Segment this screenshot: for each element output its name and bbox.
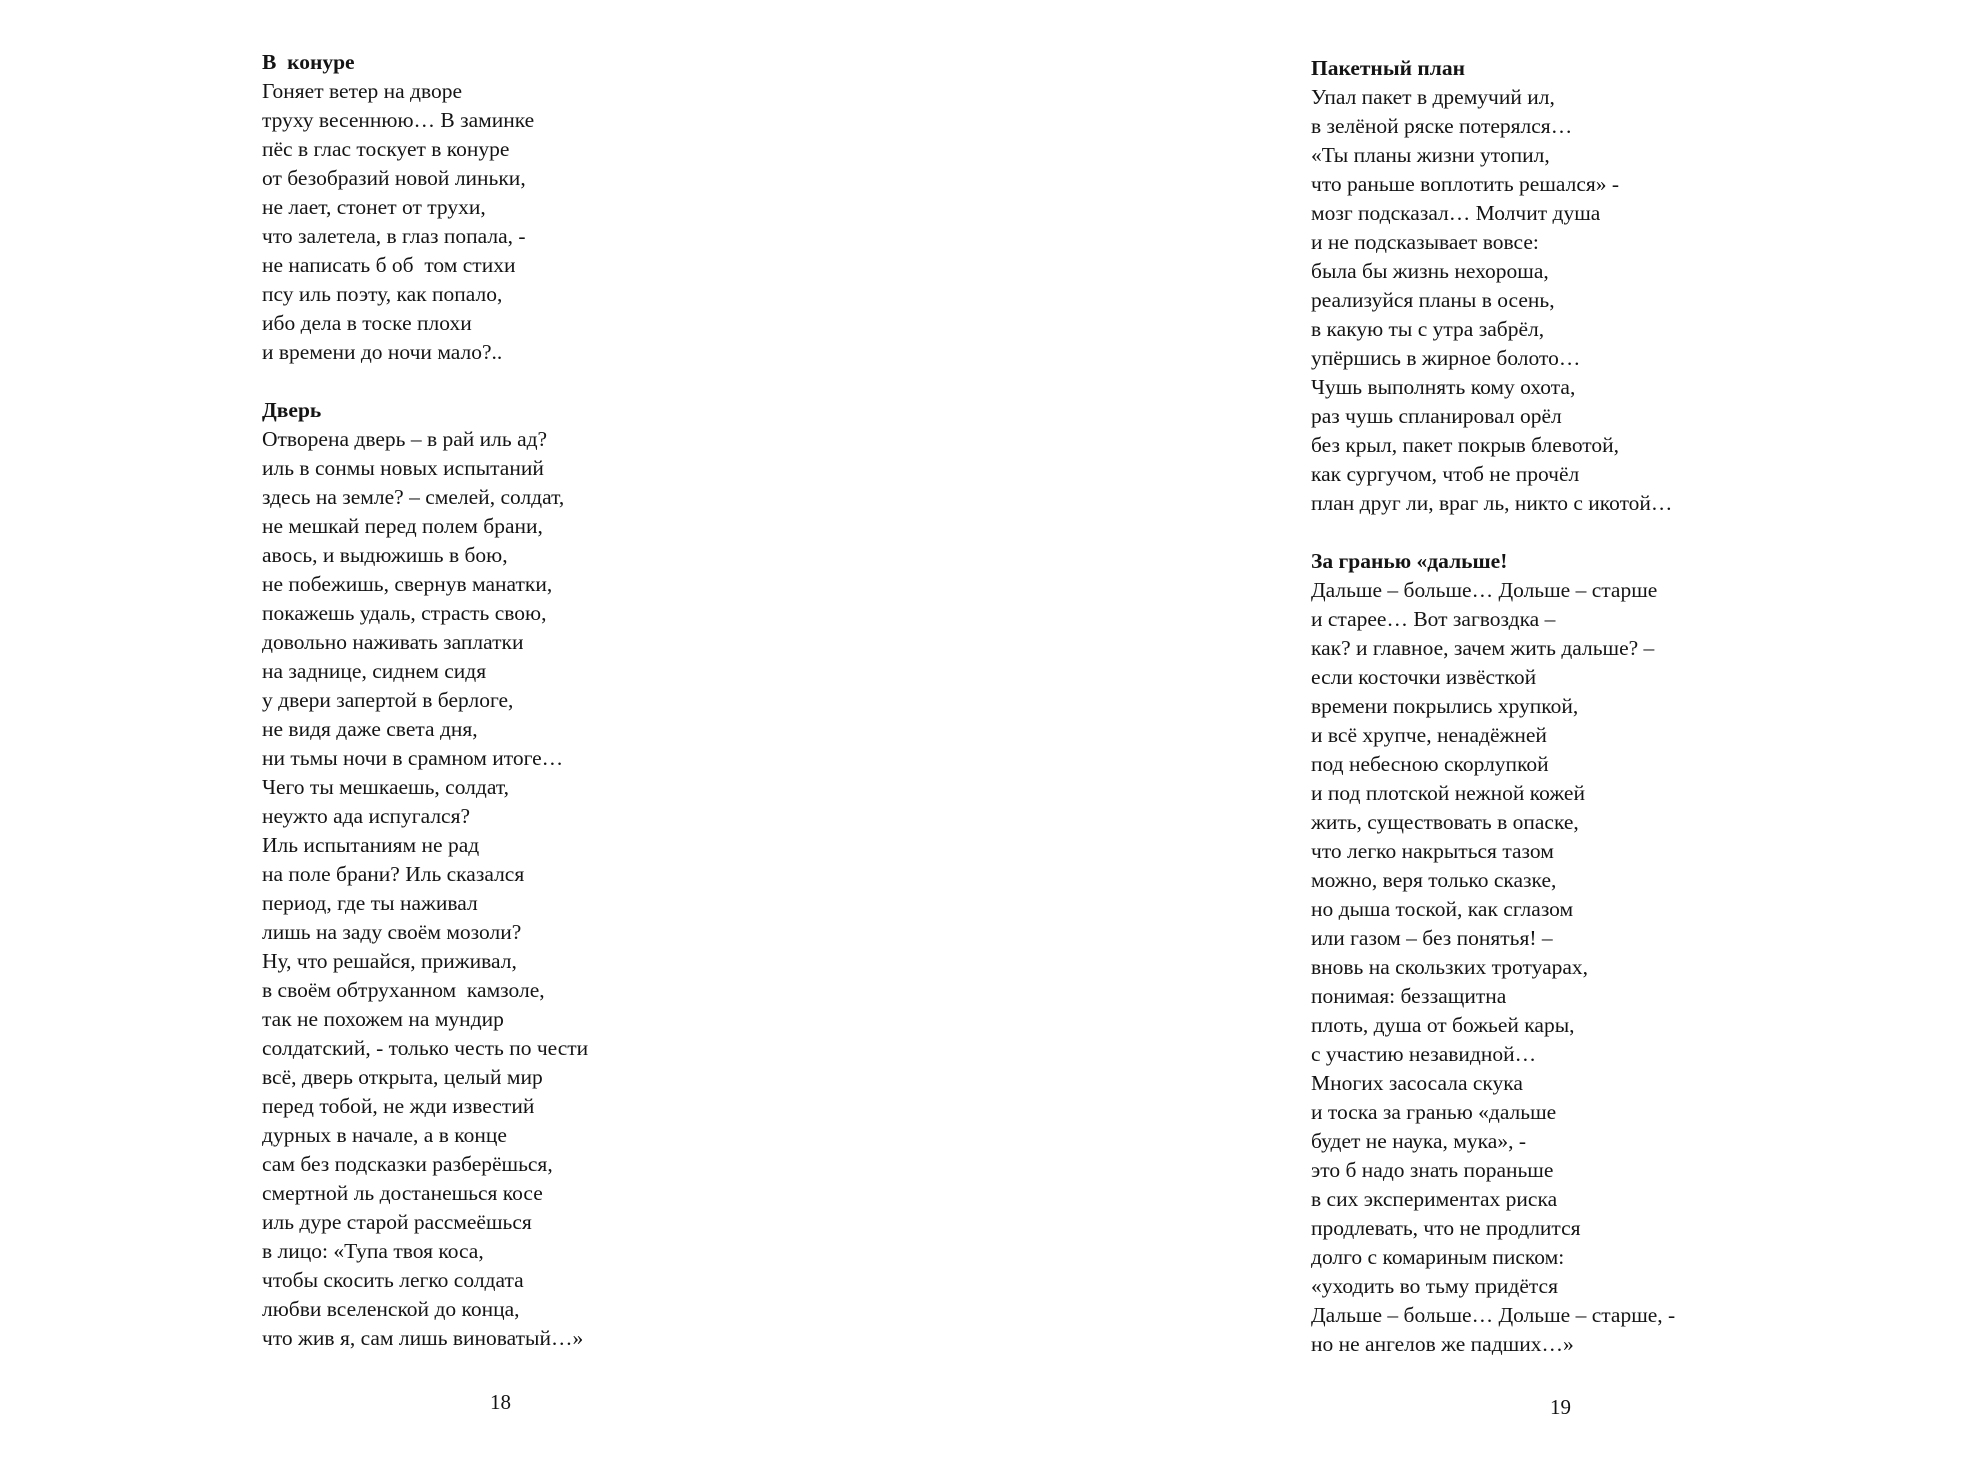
poem-line: Многих засосала скука xyxy=(1311,1071,1523,1095)
poem-line: времени покрылись хрупкой, xyxy=(1311,694,1579,718)
poem-line: Дальше – больше… Дольше – старше xyxy=(1311,578,1658,602)
poem-line: неужто ада испугался? xyxy=(262,804,471,828)
poem-line: и тоска за гранью «дальше xyxy=(1311,1100,1557,1124)
poem-line: Дальше – больше… Дольше – старше, - xyxy=(1311,1303,1676,1327)
poem-line: и всё хрупче, ненадёжней xyxy=(1311,723,1547,747)
poem-line: Гоняет ветер на дворе xyxy=(262,79,463,103)
poem-line: Иль испытаниям не рад xyxy=(262,833,480,857)
poem-line: и не подсказывает вовсе: xyxy=(1311,230,1539,254)
poem-line: долго с комариным писком: xyxy=(1311,1245,1565,1269)
poem-line: будет не наука, мука», - xyxy=(1311,1129,1526,1153)
poem-line: перед тобой, не жди известий xyxy=(262,1094,535,1118)
poem-line: реализуйся планы в осень, xyxy=(1311,288,1555,312)
left-page-text-column xyxy=(262,48,862,1353)
poem-line: иль дуре старой рассмеёшься xyxy=(262,1210,532,1234)
poem-line: не написать б об том стихи xyxy=(262,253,516,277)
poem-line: мозг подсказал… Молчит душа xyxy=(1311,201,1601,225)
poem-line: с участию незавидной… xyxy=(1311,1042,1537,1066)
poem-line: была бы жизнь нехороша, xyxy=(1311,259,1549,283)
poem-line: в своём обтрухaнном камзоле, xyxy=(262,978,545,1002)
poem-line: псу иль поэту, как попало, xyxy=(262,282,503,306)
poem-line: от безобразий новой линьки, xyxy=(262,166,526,190)
poem-line: «Ты планы жизни утопил, xyxy=(1311,143,1550,167)
poem-line: так не похожем на мундир xyxy=(262,1007,504,1031)
poem-line: без крыл, пакет покрыв блевотой, xyxy=(1311,433,1620,457)
poem-line: всё, дверь открыта, целый мир xyxy=(262,1065,543,1089)
poem-line: сам без подсказки разберёшься, xyxy=(262,1152,553,1176)
poem-line: не лает, стонет от трухи, xyxy=(262,195,486,219)
poem-line: у двери запертой в берлоге, xyxy=(262,688,514,712)
poem-line: можно, веря только сказке, xyxy=(1311,868,1557,892)
poem-line: иль в сонмы новых испытаний xyxy=(262,456,544,480)
poem-line: это б надо знать пораньше xyxy=(1311,1158,1554,1182)
poem-line: что залетела, в глаз попала, - xyxy=(262,224,526,248)
poem-line: и под плотской нежной кожей xyxy=(1311,781,1585,805)
poem-title: Пакетный план xyxy=(1311,56,1465,80)
poem-line: понимая: беззащитна xyxy=(1311,984,1507,1008)
poem-line: как? и главное, зачем жить дальше? – xyxy=(1311,636,1655,660)
poem-line: как сургучом, чтоб не прочёл xyxy=(1311,462,1580,486)
poem-line: дурных в начале, а в конце xyxy=(262,1123,507,1147)
poem-line: солдатский, - только честь по чести xyxy=(262,1036,589,1060)
poem-line: труху весеннюю… В заминке xyxy=(262,108,535,132)
poem-line: не видя даже света дня, xyxy=(262,717,478,741)
poem-line: ибо дела в тоске плохи xyxy=(262,311,472,335)
poem-line: Чего ты мешкаешь, солдат, xyxy=(262,775,509,799)
poem-line: на поле брани? Иль сказался xyxy=(262,862,525,886)
poem-line: покажешь удаль, страсть свою, xyxy=(262,601,547,625)
poem xyxy=(262,48,862,367)
poem-title: Дверь xyxy=(262,398,322,422)
left-page xyxy=(0,0,989,1469)
poem-line: пёс в глас тоскует в конуре xyxy=(262,137,510,161)
poem-line: план друг ли, враг ль, никто с икотой… xyxy=(1311,491,1673,515)
poem-line: Ну, что решайся, приживал, xyxy=(262,949,517,973)
poem-line: не мешкай перед полем брани, xyxy=(262,514,543,538)
page-number: 19 xyxy=(1550,1395,1571,1419)
poem-line: ни тьмы ночи в срамном итоге… xyxy=(262,746,564,770)
poem-line: что легко накрыться тазом xyxy=(1311,839,1554,863)
poem-line: «уходить во тьму придётся xyxy=(1311,1274,1558,1298)
poem-line: на заднице, сиднем сидя xyxy=(262,659,487,683)
poem-line: Упал пакет в дремучий ил, xyxy=(1311,85,1555,109)
right-page-text-column xyxy=(1311,54,1911,1359)
poem-line: чтобы скосить легко солдата xyxy=(262,1268,524,1292)
poem-line: смертной ль достанешься косе xyxy=(262,1181,543,1205)
poem-line: в зелёной ряске потерялся… xyxy=(1311,114,1573,138)
poem-line: Чушь выполнять кому охота, xyxy=(1311,375,1576,399)
poem-line: или газом – без понятья! – xyxy=(1311,926,1553,950)
poem-line: довольно наживать заплатки xyxy=(262,630,524,654)
poem xyxy=(1311,547,1911,1359)
poem-line: период, где ты наживал xyxy=(262,891,478,915)
poem xyxy=(262,396,862,1353)
poem-line: что раньше воплотить решался» - xyxy=(1311,172,1620,196)
poem-line: лишь на заду своём мозоли? xyxy=(262,920,522,944)
poem-line: не побежишь, свернув манатки, xyxy=(262,572,553,596)
poem-line: плоть, душа от божьей кары, xyxy=(1311,1013,1575,1037)
poem-line: и старее… Вот загвоздка – xyxy=(1311,607,1556,631)
poem-line: авось, и выдюжишь в бою, xyxy=(262,543,508,567)
poem xyxy=(1311,54,1911,518)
poem-line: упёршись в жирное болото… xyxy=(1311,346,1581,370)
poem-line: раз чушь спланировал орёл xyxy=(1311,404,1562,428)
poem-line: продлевать, что не продлится xyxy=(1311,1216,1581,1240)
poem-line: но не ангелов же падших…» xyxy=(1311,1332,1574,1356)
poem-line: и времени до ночи мало?.. xyxy=(262,340,503,364)
poem-title: За гранью «дальше! xyxy=(1311,549,1508,573)
poem-line: Отворена дверь – в рай иль ад? xyxy=(262,427,548,451)
poem-line: жить, существовать в опаске, xyxy=(1311,810,1579,834)
poem-title: В конуре xyxy=(262,50,355,74)
poem-line: но дыша тоской, как сглазом xyxy=(1311,897,1574,921)
poem-line: в сих экспериментах риска xyxy=(1311,1187,1558,1211)
poem-line: в лицо: «Тупа твоя коса, xyxy=(262,1239,484,1263)
poem-line: вновь на скользких тротуарах, xyxy=(1311,955,1589,979)
poem-line: в какую ты с утра забрёл, xyxy=(1311,317,1545,341)
page-number: 18 xyxy=(490,1390,511,1414)
poem-line: что жив я, сам лишь виноватый…» xyxy=(262,1326,584,1350)
poem-line: здесь на земле? – смелей, солдат, xyxy=(262,485,565,509)
right-page xyxy=(989,0,1979,1469)
poem-line: любви вселенской до конца, xyxy=(262,1297,520,1321)
poem-line: под небесною скорлупкой xyxy=(1311,752,1549,776)
poem-line: если косточки извёсткой xyxy=(1311,665,1537,689)
